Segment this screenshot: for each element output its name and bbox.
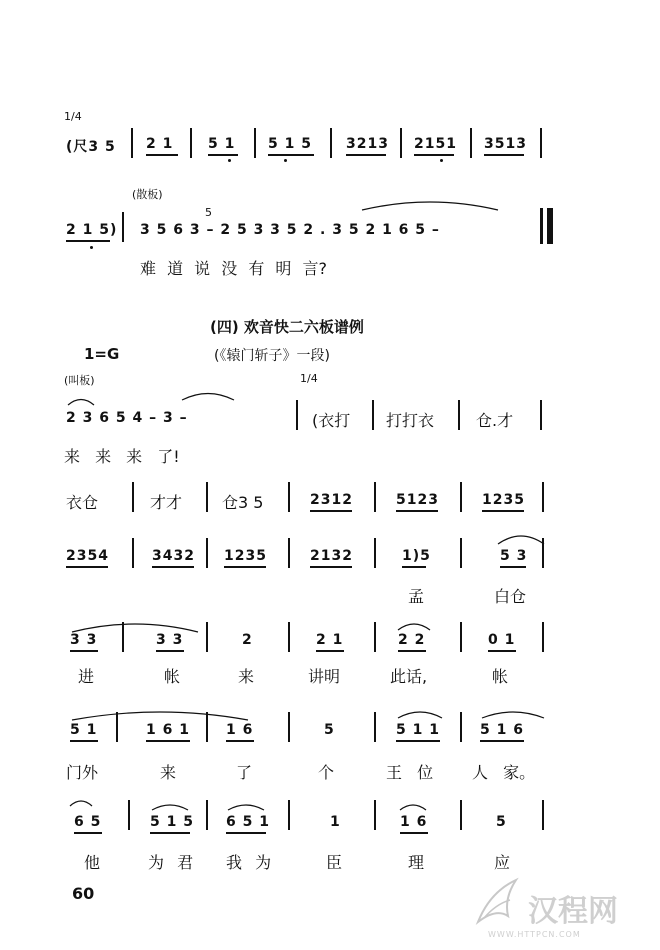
cell: 5 1 <box>70 722 98 738</box>
barline <box>460 712 462 742</box>
cell: 2312 <box>310 492 353 508</box>
underline <box>398 650 426 652</box>
underline <box>482 510 524 512</box>
section-subtitle: (《辕门斩子》一段) <box>214 348 330 364</box>
underline <box>488 650 516 652</box>
underline <box>346 154 386 156</box>
measure-3: 5 1 <box>208 136 236 152</box>
barline <box>116 712 118 742</box>
lyric: 人 家。 <box>472 763 536 782</box>
lyric: 理 <box>408 853 425 872</box>
measure-2: 2 1 <box>146 136 174 152</box>
cell: 0 1 <box>488 632 516 648</box>
cell: 1235 <box>482 492 525 508</box>
end-barline-thin <box>540 208 543 244</box>
measure-6: 2151 <box>414 136 457 152</box>
cell: 1 6 <box>400 814 428 830</box>
lyric: 他 <box>84 853 101 872</box>
barline <box>206 800 208 830</box>
watermark-url: WWW.HTTPCN.COM <box>488 930 581 939</box>
barline <box>296 400 298 430</box>
underline <box>400 832 428 834</box>
cell: 衣仓 <box>66 493 99 512</box>
barline <box>374 712 376 742</box>
barline <box>206 538 208 568</box>
cell: 3432 <box>152 548 195 564</box>
meter-label: 1/4 <box>64 110 82 123</box>
barline <box>372 400 374 430</box>
lyrics-row-2: 难 道 说 没 有 明 言? <box>140 259 328 278</box>
cell: 2354 <box>66 548 109 564</box>
lyrics-row-3: 来 来 来 了! <box>64 447 180 466</box>
cell: 才才 <box>150 493 183 512</box>
cell: 2 2 <box>398 632 426 648</box>
cell: 1 6 1 <box>146 722 190 738</box>
underline <box>484 154 524 156</box>
underline <box>156 650 184 652</box>
barline <box>206 482 208 512</box>
underline <box>66 566 108 568</box>
barline <box>288 538 290 568</box>
underline <box>268 154 314 156</box>
slur <box>150 802 190 812</box>
underline <box>316 650 344 652</box>
end-barline-thick <box>547 208 553 244</box>
underline <box>224 566 266 568</box>
lyric: 孟 <box>408 587 425 606</box>
barline <box>374 622 376 652</box>
slur <box>496 532 546 546</box>
barline <box>288 712 290 742</box>
underline <box>70 740 98 742</box>
measure-4: 5 1 5 <box>268 136 312 152</box>
lead-notes: 2 1 5) <box>66 222 118 238</box>
slur <box>180 390 236 402</box>
lyric: 帐 <box>492 667 509 686</box>
sanban-label: (散板) <box>132 188 163 201</box>
cell: 1235 <box>224 548 267 564</box>
cell: 3 3 <box>156 632 184 648</box>
lyric: 进 <box>78 667 95 686</box>
cell: 2 1 <box>316 632 344 648</box>
underline <box>310 510 352 512</box>
underline <box>226 740 254 742</box>
cell: 6 5 <box>74 814 102 830</box>
bird-logo-icon <box>470 872 522 932</box>
barline <box>128 800 130 830</box>
slur <box>480 708 546 720</box>
cell: 5 1 1 <box>396 722 440 738</box>
jiaoban-notes: 2 3 6 5 4 – 3 – <box>66 410 188 426</box>
barline <box>374 538 376 568</box>
lyric: 此话, <box>390 667 428 686</box>
barline <box>206 712 208 742</box>
cell: 5 <box>496 814 507 830</box>
cell: 仓3 5 <box>222 493 264 512</box>
cell: 6 5 1 <box>226 814 270 830</box>
barline <box>131 128 133 158</box>
slur <box>68 798 94 808</box>
barline <box>288 482 290 512</box>
measure-1: (尺3 5 <box>66 139 116 155</box>
percussion-1: (衣打 <box>312 411 351 430</box>
percussion-3: 仓.才 <box>476 411 514 430</box>
lyric: 帐 <box>164 667 181 686</box>
page-number: 60 <box>72 884 95 903</box>
barline <box>374 800 376 830</box>
sanban-notes: 3 5 6 3 – 2 5 3 3 5 2 . 3 5 2 1 6 5 – <box>140 222 440 238</box>
barline <box>458 400 460 430</box>
barline <box>206 622 208 652</box>
underline <box>152 566 194 568</box>
barline <box>542 800 544 830</box>
barline <box>122 622 124 652</box>
octave-dot <box>440 159 443 162</box>
underline <box>208 154 238 156</box>
underline <box>146 154 178 156</box>
barline <box>330 128 332 158</box>
lyric: 我 为 <box>226 853 272 872</box>
cell: 1 6 <box>226 722 254 738</box>
barline <box>460 800 462 830</box>
cell: 3 3 <box>70 632 98 648</box>
barline <box>374 482 376 512</box>
slur <box>70 708 250 722</box>
underline <box>150 832 190 834</box>
percussion-2: 打打衣 <box>386 411 435 430</box>
underline <box>396 510 438 512</box>
octave-dot <box>284 159 287 162</box>
barline <box>540 400 542 430</box>
measure-7: 3513 <box>484 136 527 152</box>
meter-label-2: 1/4 <box>300 372 318 385</box>
cell: 5 <box>324 722 335 738</box>
barline <box>540 128 542 158</box>
barline <box>254 128 256 158</box>
barline <box>460 538 462 568</box>
barline <box>190 128 192 158</box>
cell: 1)5 <box>402 548 431 564</box>
section-title: (四) 欢音快二六板谱例 <box>210 318 364 336</box>
underline <box>226 832 266 834</box>
lyric: 应 <box>494 853 511 872</box>
cell: 1 <box>330 814 341 830</box>
barline <box>132 538 134 568</box>
barline <box>288 800 290 830</box>
key-signature: 1=G <box>84 345 120 363</box>
cell: 5123 <box>396 492 439 508</box>
slur <box>66 396 96 406</box>
barline <box>542 622 544 652</box>
underline <box>414 154 454 156</box>
slur <box>398 802 428 812</box>
lyric: 来 <box>160 763 177 782</box>
underline <box>146 740 190 742</box>
cell: 5 1 5 <box>150 814 194 830</box>
underline <box>396 740 440 742</box>
watermark-brand: 汉程网 <box>528 894 618 929</box>
underline <box>480 740 524 742</box>
lyric: 了 <box>236 763 253 782</box>
barline <box>542 482 544 512</box>
underline <box>310 566 352 568</box>
grace-note: 5 <box>205 206 212 219</box>
barline <box>470 128 472 158</box>
underline <box>70 650 98 652</box>
lyric: 王 位 <box>386 763 434 782</box>
lyric: 个 <box>318 763 335 782</box>
underline <box>66 240 110 242</box>
lyric: 臣 <box>326 853 343 872</box>
barline <box>400 128 402 158</box>
octave-dot <box>90 246 93 249</box>
slur <box>396 708 444 720</box>
lyric: 为 君 <box>148 853 194 872</box>
cell: 2 <box>242 632 253 648</box>
slur <box>396 620 432 632</box>
cell: 2132 <box>310 548 353 564</box>
cell: 5 3 <box>500 548 528 564</box>
cell: 5 1 6 <box>480 722 524 738</box>
barline <box>288 622 290 652</box>
lyric: 来 <box>238 667 255 686</box>
barline <box>122 212 124 242</box>
slur <box>360 198 500 212</box>
jiaoban-label: (叫板) <box>64 374 95 387</box>
barline <box>132 482 134 512</box>
underline <box>402 566 426 568</box>
underline <box>74 832 102 834</box>
barline <box>460 622 462 652</box>
underline <box>500 566 526 568</box>
lyric: 讲明 <box>308 667 341 686</box>
barline <box>460 482 462 512</box>
octave-dot <box>228 159 231 162</box>
lyric: 白仓 <box>494 587 527 606</box>
slur <box>226 802 266 812</box>
barline <box>542 538 544 568</box>
measure-5: 3213 <box>346 136 389 152</box>
lyric: 门外 <box>66 763 99 782</box>
